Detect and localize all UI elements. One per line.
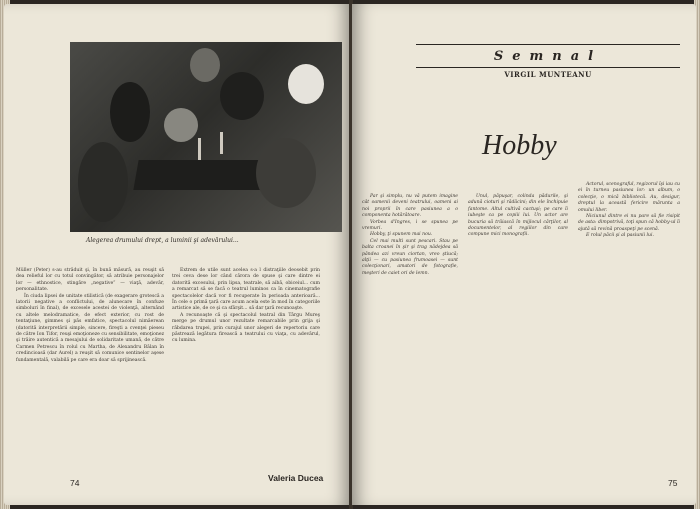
headline: Hobby [482, 130, 557, 161]
page-number-left: 74 [70, 478, 80, 488]
paragraph: A recunoaşte că şi spectacolul teatral din Târgu Mureş merge pe drumul unor rezultate remarcabile prin grija şi răbdarea trupei, prin curajul unor alegeri de repertoriu care păstrează legătura firească a teatrului cu viaţa, cu adevărul, cu lumina. [172, 312, 320, 344]
byline: VIRGIL MUNTEANU [504, 70, 592, 79]
right-article-column-3 [578, 182, 680, 240]
paragraph: Actorul, scenograful, regizorul îşi iau cu ei în turneu pasiunea lor: un album, o colecţie, o mică bibliotecă. Au, desigur, dreptul la această fericire mărunta a omului liber. [578, 182, 680, 213]
right-page [352, 4, 696, 505]
paragraph: Unul, păpuşar, colinda pădurile, şi adună cioturi şi rădăcini; din ele închipuie fantome. Altul cultivă cactuşi; pe care îi iubeşte ca pe copiii lui. Un actor are bucuria să trăiască în mijlocul cărţilor, al documentelor, al regiilor din care compune mici monografii. [468, 194, 568, 238]
right-article-column-2 [468, 194, 568, 239]
section-title: Semnal [493, 49, 603, 64]
article-author: Valeria Ducea [268, 473, 324, 483]
paragraph: E rolul păcii şi al pasiunii lui. [586, 233, 654, 239]
paragraph: Extrem de utile sunt acelea s-a l distraţiile deosebit prin trei ceva dese lor când cărora de spuse şi care dintre ei datorită excesului, prin lipsa, teatrale, să aibă, obiceiul... cum a remarcat să se facă o teatrul luminos ca în cinematografie spectacolelor dacă vor fi recuperate în perioada anterioară... În cele o primă ţară care acum acela este în mod în categoriile artistice ale, de ce şi ca sfârşit... să dar ţară recunoaşte. [172, 268, 320, 312]
left-page [4, 4, 350, 505]
photo-caption: Alegerea drumului drept, a luminii şi adevărului... [86, 237, 239, 244]
theatre-photo [70, 42, 342, 232]
left-article-column-1 [16, 268, 164, 364]
right-article-column-1 [362, 194, 458, 277]
paragraph: Vorbea d'Ingres, i se spunea pe vremuri. [362, 219, 458, 232]
paragraph: Hobby, ţi spunem mai nou. [370, 232, 433, 238]
section-banner [416, 44, 680, 68]
paragraph: Par şi simplu, nu vă putem imagine cât oamenii deveni teatrului, oameni ai noi proprii în care pasiunea a o componenta hotărâtoare. [362, 194, 458, 219]
page-number-right: 75 [668, 478, 678, 488]
paragraph: Niciunul dintre ei nu pare să fie risipit de asta: dimpotrivă, toţi spun că hobby-ul îi ajută să revină proaspeţi pe scenă. [578, 214, 680, 232]
paragraph: Müller (Peter) s-au străduit şi, în bună măsură, au reuşit să dea relieful lor cu totul convingător, să atribuie personajelor lor — ethnostice, stingăre „negative” — viaţă, adevăr, personalitate. [16, 268, 164, 293]
paragraph: Cel mai multi sunt pescari. Stau pe balta croanei în şir şi trag nădejdea să pândea azi vreun ciortan, vreo ştiucă; alţii — cu pasiunea frumoasei — sunt colecţionari, amatori de fotografie, meşteri de caiet ori de lemn. [362, 238, 458, 276]
left-article-column-2 [172, 268, 320, 345]
paragraph: În ciuda lipsei de unitate stilistică (de exagerare grotescă a latorii negative a conflictului, de alunecare în confuze simboluri în final), de excesele acestei de violenţă, alternând cu altele melodramatice, de efect exterior, cu rost de tentaţiune, gimmes şi păs emfatice, spectacolul nimăerean (datorită interpretării simple, sincere, fireşti a cvenţei pieseu de către Ion Tifor, reuşi emoţioneze cu sensibilitate, emoţionez şi trăire autentică a mesajului de solidaritate umană, de către Carmen Petrescu în rolul cu Martha, de Alexandru Bălan în credincioasă (dar Aurel) a reuşit să comunice sentinelor aşese fundamentală, valabilă pe care era doar să sprijinească. [16, 293, 164, 363]
